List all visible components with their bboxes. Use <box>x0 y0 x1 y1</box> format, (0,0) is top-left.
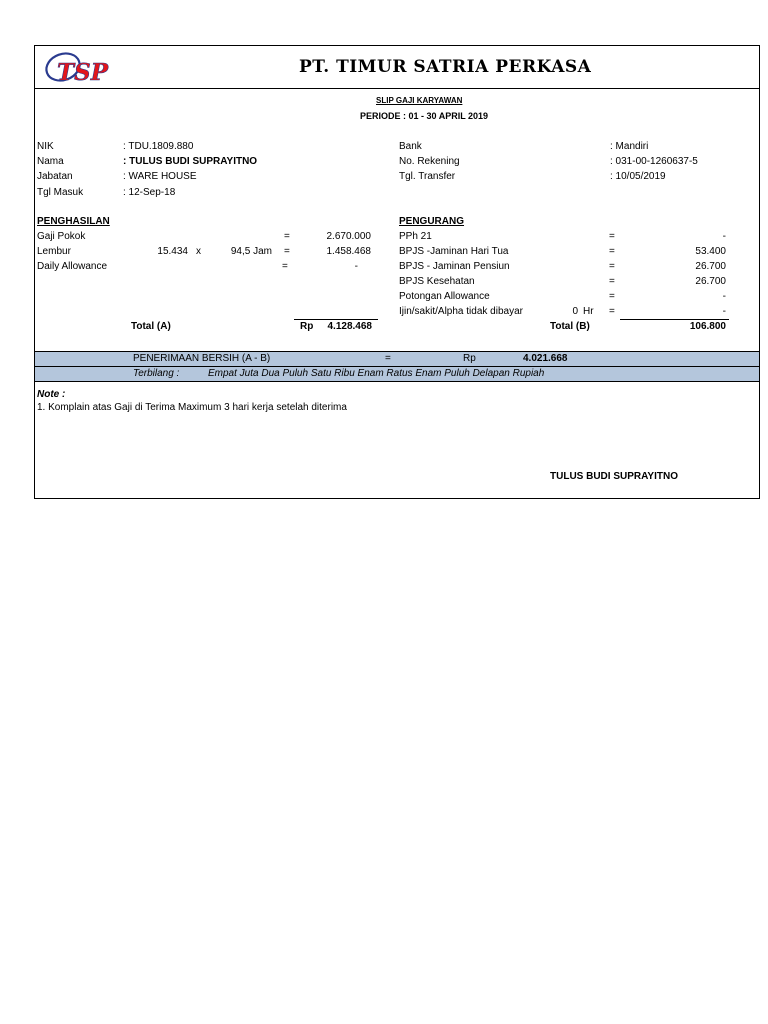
deductions-total-rule <box>620 319 729 320</box>
deduction-label: BPJS -Jaminan Hari Tua <box>399 246 509 257</box>
jabatan-value: : WARE HOUSE <box>123 171 197 182</box>
lembur-hours: 94,5 Jam <box>230 246 272 257</box>
lembur-value: 1.458.468 <box>326 246 371 257</box>
net-pay-eq: = <box>385 353 391 364</box>
net-pay-currency: Rp <box>463 353 476 364</box>
tgl-masuk-value: : 12-Sep-18 <box>123 187 176 198</box>
bank-value: : Mandiri <box>610 141 649 152</box>
ijin-days: 0 <box>572 306 578 317</box>
deduction-label: BPJS - Jaminan Pensiun <box>399 261 510 272</box>
deduction-value: 53.400 <box>695 246 726 257</box>
deductions-total-value: 106.800 <box>689 321 726 332</box>
bank-label: Bank <box>399 141 422 152</box>
deduction-value: 26.700 <box>695 276 726 287</box>
earnings-total-label: Total (A) <box>131 321 171 332</box>
lembur-label: Lembur <box>37 246 71 257</box>
slip-title: SLIP GAJI KARYAWAN <box>376 96 463 105</box>
net-pay-value: 4.021.668 <box>523 353 568 364</box>
logo-text: TSP <box>57 59 109 85</box>
nama-label: Nama <box>37 156 64 167</box>
terbilang-value: Empat Juta Dua Puluh Satu Ribu Enam Ratus Enam Puluh Delapan Rupiah <box>208 368 545 379</box>
earnings-total-value: 4.128.468 <box>327 321 372 332</box>
deduction-eq: = <box>609 246 615 257</box>
deduction-eq: = <box>609 231 615 242</box>
deduction-label: Ijin/sakit/Alpha tidak dibayar <box>399 306 523 317</box>
tgl-masuk-label: Tgl Masuk <box>37 187 84 198</box>
terbilang-label: Terbilang : <box>133 368 180 379</box>
deduction-value: - <box>722 291 726 302</box>
deduction-label: BPJS Kesehatan <box>399 276 475 287</box>
lembur-rate: 15.434 <box>157 246 188 257</box>
deduction-eq: = <box>609 291 615 302</box>
deduction-eq: = <box>609 276 615 287</box>
note-title: Note : <box>37 389 66 400</box>
deduction-value: - <box>722 231 726 242</box>
deduction-eq: = <box>609 261 615 272</box>
gaji-pokok-eq: = <box>284 231 290 242</box>
rekening-label: No. Rekening <box>399 156 460 167</box>
ijin-unit: Hr <box>583 306 594 317</box>
nama-value: : TULUS BUDI SUPRAYITNO <box>123 156 258 167</box>
deduction-eq: = <box>609 306 615 317</box>
earnings-total-currency: Rp <box>300 321 314 332</box>
company-name: PT. TIMUR SATRIA PERKASA <box>299 57 592 77</box>
earnings-heading: PENGHASILAN <box>37 216 110 227</box>
lembur-x: x <box>196 246 201 257</box>
note-line: 1. Komplain atas Gaji di Terima Maximum 3 hari kerja setelah diterima <box>37 402 347 413</box>
net-pay-label: PENERIMAAN BERSIH (A - B) <box>133 353 271 364</box>
signature-name: TULUS BUDI SUPRAYITNO <box>550 471 678 482</box>
deduction-label: PPh 21 <box>399 231 432 242</box>
header-divider <box>35 88 759 89</box>
allowance-eq: = <box>282 261 288 272</box>
jabatan-label: Jabatan <box>37 171 73 182</box>
gaji-pokok-value: 2.670.000 <box>326 231 371 242</box>
company-logo <box>41 49 126 85</box>
nik-value: : TDU.1809.880 <box>123 141 194 152</box>
earnings-total-rule <box>294 319 378 320</box>
deduction-value: 26.700 <box>695 261 726 272</box>
deductions-heading: PENGURANG <box>399 216 465 227</box>
deductions-total-label: Total (B) <box>550 321 590 332</box>
deduction-value: - <box>722 306 726 317</box>
deduction-label: Potongan Allowance <box>399 291 490 302</box>
rekening-value: : 031-00-1260637-5 <box>610 156 698 167</box>
lembur-eq: = <box>284 246 290 257</box>
slip-period: PERIODE : 01 - 30 APRIL 2019 <box>360 111 489 121</box>
transfer-value: : 10/05/2019 <box>610 171 666 182</box>
allowance-label: Daily Allowance <box>37 261 108 272</box>
allowance-value: - <box>354 261 358 272</box>
transfer-label: Tgl. Transfer <box>399 171 456 182</box>
gaji-pokok-label: Gaji Pokok <box>37 231 86 242</box>
nik-label: NIK <box>37 141 54 152</box>
